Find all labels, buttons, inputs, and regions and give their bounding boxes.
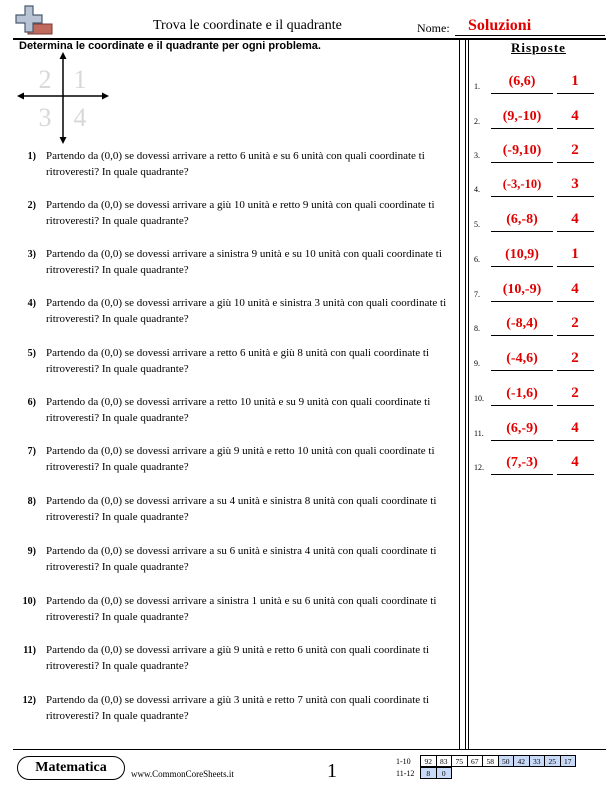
answer-coordinates: (-9,10): [502, 143, 542, 158]
answer-number: 5.: [474, 220, 480, 229]
score-cell: 83: [436, 756, 452, 767]
answer-number: 10.: [474, 394, 484, 403]
answer-line: [491, 474, 553, 475]
answer-coordinates: (6,-8): [506, 212, 538, 227]
answer-number: 2.: [474, 117, 480, 126]
column-divider-double: [465, 38, 469, 749]
question-text: Partendo da (0,0) se dovessi arrivare a su 6 unità e sinistra 4 unità con quali coordinate ti ritroveresti? In quale quadrante?: [46, 545, 437, 573]
answer-number: 11.: [474, 429, 484, 438]
quadrant-label-3: 3: [38, 103, 52, 132]
page-number: 1: [327, 760, 337, 782]
answer-number: 3.: [474, 151, 480, 160]
question-text: Partendo da (0,0) se dovessi arrivare a retto 10 unità e su 9 unità con quali coordinate ti ritroveresti? In quale quadrante?: [46, 396, 431, 424]
score-cell: 75: [452, 756, 468, 767]
answer-line: [557, 128, 594, 129]
answer-coordinates: (10,9): [505, 247, 539, 262]
score-cell: 25: [545, 756, 561, 767]
answer-line: [491, 266, 553, 267]
answer-quadrant: 2: [571, 385, 579, 401]
answer-line: [491, 231, 553, 232]
answer-number: 1.: [474, 82, 480, 91]
answer-coordinates: (6,-9): [506, 421, 538, 436]
name-line: [455, 35, 605, 36]
solutions-label: Soluzioni: [468, 17, 532, 34]
score-row-label: 11-12: [396, 769, 415, 778]
answer-coordinates: (6,6): [508, 74, 536, 89]
question-text: Partendo da (0,0) se dovessi arrivare a su 4 unità e sinistra 8 unità con quali coordinate ti ritroveresti? In quale quadrante?: [46, 495, 437, 523]
question-text: Partendo da (0,0) se dovessi arrivare a giù 9 unità e retto 10 unità con quali coordinate ti ritroveresti? In quale quadrante?: [46, 445, 435, 473]
answer-number: 12.: [474, 463, 484, 472]
question-number: 10): [22, 596, 36, 607]
quadrant-label-2: 2: [38, 65, 52, 94]
answer-coordinates: (-1,6): [506, 386, 538, 401]
logo-icon: [14, 4, 54, 36]
answer-line: [491, 405, 553, 406]
score-cell: 8: [421, 768, 437, 779]
question-number: 7): [27, 446, 36, 457]
answer-quadrant: 1: [571, 246, 579, 262]
answer-number: 8.: [474, 324, 480, 333]
question-number: 9): [27, 546, 36, 557]
question-number: 4): [27, 298, 36, 309]
answers-title: Risposte: [511, 40, 566, 55]
answer-quadrant: 4: [571, 211, 579, 227]
score-cell: 50: [498, 756, 514, 767]
score-row-label: 1-10: [396, 757, 411, 766]
answer-coordinates: (-8,4): [506, 316, 538, 331]
score-cell: 58: [483, 756, 499, 767]
answer-line: [491, 93, 553, 94]
quadrant-label-1: 1: [73, 65, 87, 94]
score-cell: 17: [560, 756, 576, 767]
score-cell: 42: [514, 756, 530, 767]
quadrant-label-4: 4: [73, 103, 87, 132]
answer-line: [557, 474, 594, 475]
answer-coordinates: (10,-9): [502, 282, 542, 297]
answer-quadrant: 4: [571, 281, 579, 297]
website-url: www.CommonCoreSheets.it: [131, 769, 234, 779]
answer-number: 7.: [474, 290, 480, 299]
answer-coordinates: (9,-10): [502, 109, 542, 124]
answer-number: 4.: [474, 185, 480, 194]
answer-coordinates: (7,-3): [506, 455, 538, 470]
answer-line: [557, 93, 594, 94]
answer-line: [491, 196, 553, 197]
answer-quadrant: 2: [571, 142, 579, 158]
answer-quadrant: 1: [571, 73, 579, 89]
score-table-1-10: [420, 755, 576, 767]
question-number: 2): [27, 200, 36, 211]
instructions: Determina le coordinate e il quadrante per ogni problema.: [19, 40, 321, 52]
question-number: 6): [27, 397, 36, 408]
score-cell: 0: [436, 768, 452, 779]
question-text: Partendo da (0,0) se dovessi arrivare a giù 9 unità e retto 6 unità con quali coordinate ti ritroveresti? In quale quadrante?: [46, 644, 430, 672]
question-text: Partendo da (0,0) se dovessi arrivare a giù 3 unità e retto 7 unità con quali coordinate ti ritroveresti? In quale quadrante?: [46, 694, 430, 722]
question-number: 8): [27, 496, 36, 507]
answer-line: [491, 335, 553, 336]
quadrant-diagram: [17, 52, 109, 144]
name-label: Nome:: [417, 21, 450, 35]
question-number: 12): [22, 695, 36, 706]
score-cell: 33: [529, 756, 545, 767]
answer-quadrant: 3: [571, 176, 579, 192]
score-cell: 67: [467, 756, 483, 767]
answer-coordinates: (-3,-10): [502, 177, 542, 191]
score-cell: 92: [421, 756, 437, 767]
question-text: Partendo da (0,0) se dovessi arrivare a giù 10 unità e retto 9 unità con quali coordinate ti ritroveresti? In quale quadrante?: [46, 199, 435, 227]
answer-line: [557, 162, 594, 163]
answer-line: [491, 162, 553, 163]
answer-line: [557, 335, 594, 336]
answer-line: [557, 266, 594, 267]
answer-line: [557, 440, 594, 441]
answer-line: [491, 301, 553, 302]
score-table-11-12: [420, 767, 452, 779]
answer-line: [491, 440, 553, 441]
question-number: 5): [27, 348, 36, 359]
answer-coordinates: (-4,6): [506, 351, 538, 366]
question-text: Partendo da (0,0) se dovessi arrivare a sinistra 1 unità e su 6 unità con quali coordinate ti ritroveresti? In quale quadrante?: [46, 595, 437, 623]
answer-line: [557, 370, 594, 371]
question-text: Partendo da (0,0) se dovessi arrivare a giù 10 unità e sinistra 3 unità con quali coordinate ti ritroveresti? In quale quadrante?: [46, 297, 447, 325]
answer-quadrant: 4: [571, 420, 579, 436]
question-text: Partendo da (0,0) se dovessi arrivare a sinistra 9 unità e su 10 unità con quali coordinate ti ritroveresti? In quale quadrante?: [46, 248, 442, 276]
answer-line: [557, 405, 594, 406]
column-divider: [459, 38, 460, 749]
question-text: Partendo da (0,0) se dovessi arrivare a retto 6 unità e su 6 unità con quali coordinate ti ritroveresti? In quale quadrante?: [46, 150, 425, 178]
page-title: Trova le coordinate e il quadrante: [153, 18, 342, 33]
answer-number: 9.: [474, 359, 480, 368]
answer-line: [557, 196, 594, 197]
answer-line: [557, 301, 594, 302]
answer-quadrant: 4: [571, 454, 579, 470]
answer-quadrant: 4: [571, 108, 579, 124]
question-text: Partendo da (0,0) se dovessi arrivare a retto 6 unità e giù 8 unità con quali coordinate ti ritroveresti? In quale quadrante?: [46, 347, 430, 375]
answer-line: [557, 231, 594, 232]
question-number: 3): [27, 249, 36, 260]
answer-quadrant: 2: [571, 350, 579, 366]
question-number: 1): [27, 151, 36, 162]
answer-quadrant: 2: [571, 315, 579, 331]
brand-badge: Matematica: [17, 756, 125, 780]
answer-line: [491, 128, 553, 129]
question-number: 11): [23, 645, 36, 656]
answer-number: 6.: [474, 255, 480, 264]
answer-line: [491, 370, 553, 371]
footer-divider: [13, 749, 606, 750]
